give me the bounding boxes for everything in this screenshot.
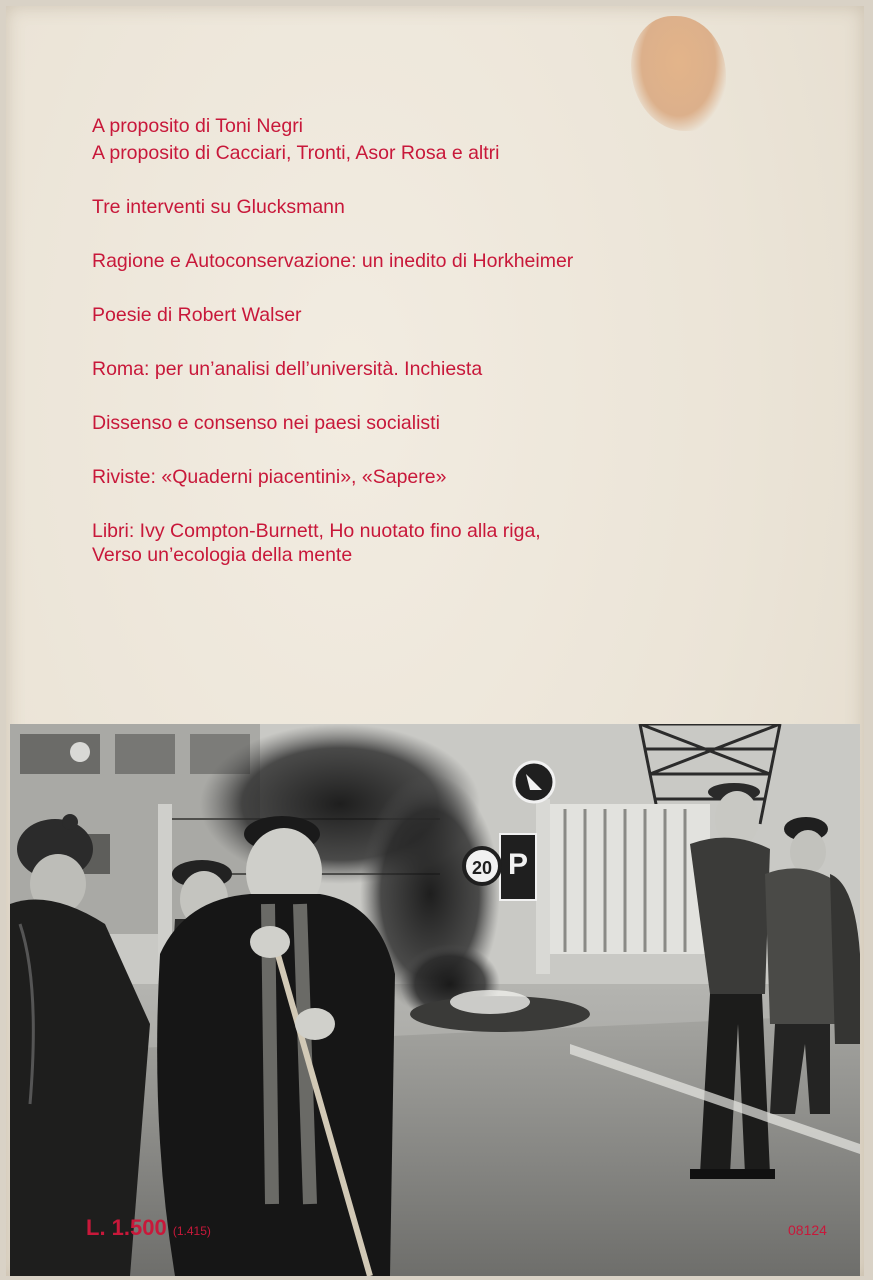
toc-entry bbox=[92, 519, 852, 567]
toc-line: Dissenso e consenso nei paesi socialisti bbox=[92, 412, 440, 434]
table-of-contents bbox=[92, 114, 852, 597]
book-back-cover bbox=[6, 6, 864, 1276]
toc-line: Riviste: «Quaderni piacentini», «Sapere» bbox=[92, 466, 447, 488]
photo-illustration bbox=[10, 724, 860, 1276]
toc-line: Libri: Ivy Compton-Burnett, Ho nuotato fino alla riga, bbox=[92, 520, 541, 542]
toc-line: A proposito di Cacciari, Tronti, Asor Rosa e altri bbox=[92, 142, 500, 164]
toc-entry bbox=[92, 303, 852, 327]
parking-sign-letter: P bbox=[507, 848, 529, 881]
price-label bbox=[86, 1215, 211, 1241]
price-value: L. 1.500 bbox=[86, 1215, 167, 1240]
toc-entry bbox=[92, 195, 852, 219]
toc-line: Tre interventi su Glucksmann bbox=[92, 196, 345, 218]
toc-line: Verso un’ecologia della mente bbox=[92, 544, 353, 566]
speed-limit-number: 20 bbox=[471, 858, 493, 878]
toc-line: Ragione e Autoconservazione: un inedito di Horkheimer bbox=[92, 250, 574, 272]
toc-line: Roma: per un’analisi dell’università. Inchiesta bbox=[92, 358, 483, 380]
toc-entry bbox=[92, 114, 852, 138]
toc-line: Poesie di Robert Walser bbox=[92, 304, 302, 326]
toc-entry bbox=[92, 249, 852, 273]
toc-entry bbox=[92, 357, 852, 381]
building-fan bbox=[70, 742, 90, 762]
price-small: (1.415) bbox=[172, 1224, 211, 1238]
toc-entry bbox=[92, 141, 852, 165]
catalog-code: 08124 bbox=[788, 1222, 827, 1238]
toc-entry bbox=[92, 465, 852, 489]
strike-photograph bbox=[10, 724, 860, 1276]
toc-entry bbox=[92, 411, 852, 435]
toc-line: A proposito di Toni Negri bbox=[92, 115, 304, 137]
